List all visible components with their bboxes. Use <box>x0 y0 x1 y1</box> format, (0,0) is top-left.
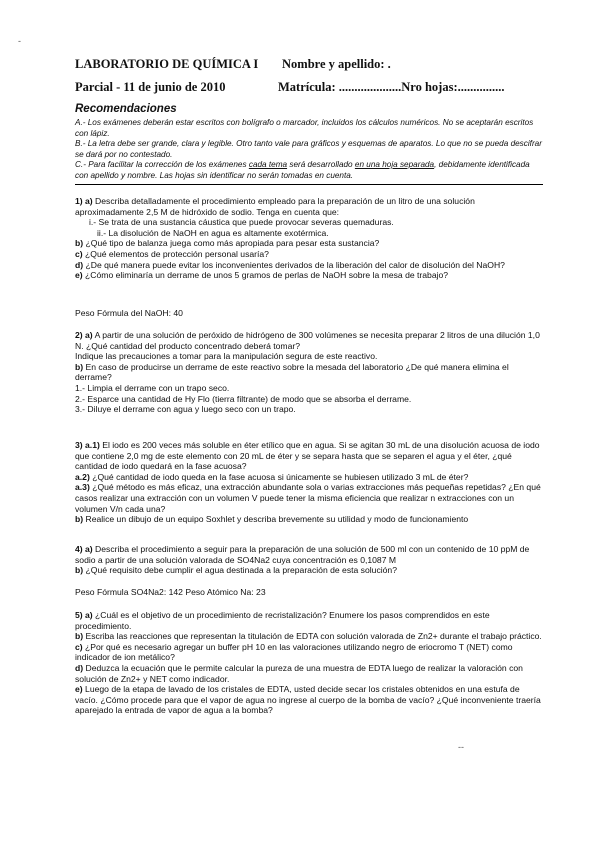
q3a2-text: ¿Qué cantidad de iodo queda en la fase acuosa si únicamente se hubiesen utilizado 3 mL de éter? <box>89 471 469 482</box>
q1-peso: Peso Fórmula del NaOH: 40 <box>75 308 183 318</box>
q2b-text: En caso de producirse un derrame de este reactivo sobre la mesada del laboratorio ¿De qué manera elimina el derrame? <box>75 361 509 383</box>
rec-c-mid: será desarrollado <box>287 160 355 169</box>
q2-indique: Indique las precauciones a tomar para la manipulación segura de este reactivo. <box>75 351 378 362</box>
q1d-text: ¿De qué manera puede evitar los inconvenientes derivados de la liberación del calor de disolución del NaOH? <box>83 259 505 270</box>
rec-c-u2: en una hoja separada <box>354 160 435 169</box>
q5e-text: Luego de la etapa de lavado de los cristales de EDTA, usted decide secar los cristales obtenidos en una estufa de vacío. ¿Cómo procede para que el vapor de agua no ingrese al cuerpo de la bomba de vacío? ¿Qué inconveniente traería aparejado la entrada de vapor de agua a la bomba? <box>75 684 541 716</box>
q5b-num: b) <box>75 631 84 642</box>
q1-ii: ii.- La disolución de NaOH en agua es altamente exotérmica. <box>97 227 329 238</box>
q5a-num: 5) a) <box>75 610 93 620</box>
q1e-text: ¿Cómo eliminaría un derrame de unos 5 gramos de perlas de NaOH sobre la mesa de trabajo? <box>82 270 449 281</box>
q5c-text: ¿Por qué es necesario agregar un buffer pH 10 en las valoraciones utilizando negro de eriocromo T (NET) como indicador de ion metálico? <box>75 641 513 663</box>
stray-mark-top: - <box>18 36 21 46</box>
q3a2-num: a.2) <box>75 471 90 482</box>
q3b-num: b) <box>75 514 84 525</box>
q4a-text: Describa el procedimiento a seguir para la preparación de una solución de 500 ml con un contenido de 10 ppM de sodio a partir de una solución valorada de SO4Na2 cuya concentración es 0,1087 M <box>75 544 530 565</box>
question-3 <box>75 440 542 525</box>
q1a-text: Describa detalladamente el procedimiento empleado para la preparación de un litro de una solución aproximadamente 2,5 M de hidróxido de sodio. Tenga en cuenta que: <box>75 196 475 217</box>
q4-peso: Peso Fórmula SO4Na2: 142 Peso Atómico Na: 23 <box>75 587 266 597</box>
q3a3-text: ¿Qué método es más eficaz, una extracción abundante sola o varias extracciones más pequeñas repetidas? ¿En qué casos realizar una extracción con un volumen V puede tener la misma eficiencia que realizar n extracciones con un volumen V/n cada una? <box>75 482 541 514</box>
question-5 <box>75 610 542 716</box>
q4b-text: ¿Qué requisito debe cumplir el agua destinada a la preparación de esta solución? <box>83 565 397 576</box>
q5d-num: d) <box>75 662 84 673</box>
q5a-text: ¿Cuál es el objetivo de un procedimiento de recristalización? Enumere los pasos comprendidos en este procedimiento. <box>75 610 490 631</box>
q1a-num: 1) a) <box>75 196 93 206</box>
q2-step2: 2.- Esparce una cantidad de Hy Flo (tierra filtrante) de modo que se absorba el derrame. <box>75 393 412 404</box>
q3b-text: Realice un dibujo de un equipo Soxhlet y describa brevemente su utilidad y modo de funcionamiento <box>83 514 469 525</box>
q1b-text: ¿Qué tipo de balanza juega como más apropiada para pesar esta sustancia? <box>83 238 380 249</box>
lab-title: LABORATORIO DE QUÍMICA I <box>75 57 259 71</box>
q5c-num: c) <box>75 641 83 652</box>
q1c-num: c) <box>75 248 83 259</box>
exam-date: Parcial - 11 de junio de 2010 <box>75 80 226 94</box>
q3a1-text: El iodo es 200 veces más soluble en éter etílico que en agua. Si se agitan 30 mL de una disolución acuosa de iodo que contiene 2,0 mg de este elemento con 20 mL de éter y se separa hasta que se separen el agua y el éter, ¿qué cantidad de iodo quedará en la fase acuosa? <box>75 440 540 472</box>
q2-step1: 1.- Limpia el derrame con un trapo seco. <box>75 382 230 393</box>
recommendation-b: B.- La letra debe ser grande, clara y legible. Otro tanto vale para gráficos y esquemas de aparatos. Lo que no se pueda descifrar se dará por no contestado. <box>75 139 542 159</box>
question-2 <box>75 330 542 415</box>
q2b-num: b) <box>75 361 84 372</box>
rec-c-post: , debidamente identificada con apellido y nombre. Las hojas sin identificar no serán tomadas en cuenta. <box>75 160 530 180</box>
rec-c-pre: C.- Para facilitar la corrección de los exámenes <box>75 160 249 169</box>
q1b-num: b) <box>75 238 84 249</box>
q2a-num: 2) a) <box>75 330 93 340</box>
recommendation-c <box>75 160 542 181</box>
q1d-num: d) <box>75 259 84 270</box>
q2a-text: A partir de una solución de peróxido de hidrógeno de 300 volúmenes se necesita preparar 2 litros de una dilución 1,0 N. ¿Qué cantidad del producto concentrado deberá tomar? <box>75 330 540 351</box>
q5d-text: Deduzca la ecuación que le permite calcular la pureza de una muestra de EDTA luego de realizar la valoración con solución de Zn2+ y NET como indicador. <box>75 662 523 684</box>
question-4 <box>75 544 542 576</box>
question-1 <box>75 196 542 281</box>
q2-step3: 3.- Diluye el derrame con agua y luego seco con un trapo. <box>75 404 296 415</box>
q3a1-num: 3) a.1) <box>75 440 100 450</box>
q1-i: i.- Se trata de una sustancia cáustica que puede provocar severas quemaduras. <box>89 217 394 228</box>
rec-c-u1: cada tema <box>248 160 288 169</box>
divider-rule <box>75 184 543 185</box>
q3a3-num: a.3) <box>75 482 90 493</box>
recommendations-title: Recomendaciones <box>75 103 177 115</box>
matricula-field: Matrícula: ....................Nro hojas:............... <box>278 80 505 94</box>
recommendation-a: A.- Los exámenes deberán estar escritos con bolígrafo o marcador, incluidos los cálculos numéricos. No se aceptarán escritos con lápiz. <box>75 118 534 138</box>
q1c-text: ¿Qué elementos de protección personal usaría? <box>82 248 269 259</box>
q5b-text: Escriba las reacciones que representan la titulación de EDTA con solución valorada de Zn2+ durante el trabajo práctico. <box>83 631 542 642</box>
q4a-num: 4) a) <box>75 544 93 554</box>
stray-mark-bottom: -- <box>458 742 464 752</box>
q5e-num: e) <box>75 684 83 695</box>
q4b-num: b) <box>75 565 84 576</box>
name-field: Nombre y apellido: . <box>282 57 391 71</box>
q1e-num: e) <box>75 270 83 281</box>
